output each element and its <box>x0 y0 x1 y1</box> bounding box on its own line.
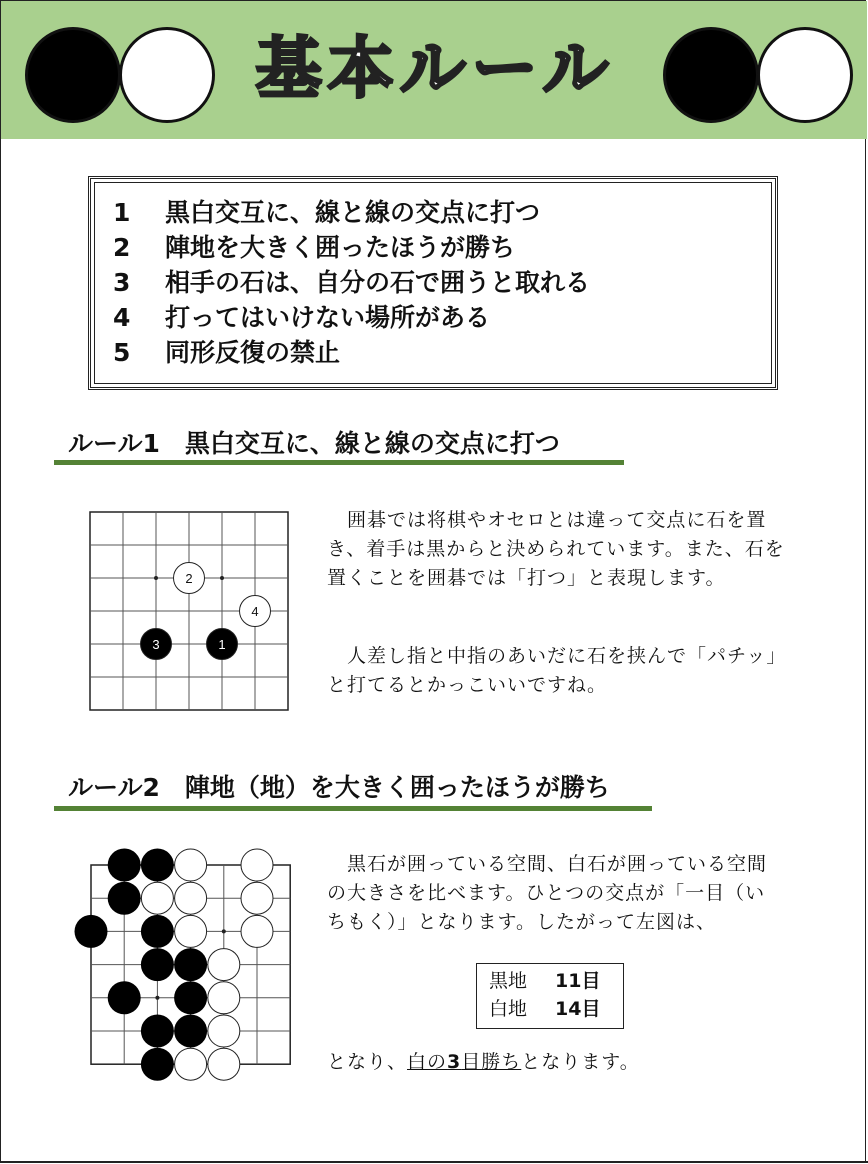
black-stone <box>141 849 174 882</box>
black-stone <box>174 981 207 1014</box>
white-stone <box>208 949 240 981</box>
white-stone <box>175 915 207 947</box>
star-point <box>220 576 224 580</box>
white-territory-row <box>489 995 623 1023</box>
white-stone <box>175 1048 207 1080</box>
section1-go-board <box>86 508 294 716</box>
rule-number: 3 <box>113 268 131 297</box>
black-stone <box>141 1015 174 1048</box>
black-stone <box>108 882 141 915</box>
section2-underline <box>54 806 652 811</box>
black-territory-row <box>489 967 623 995</box>
section2-paragraph: 黒石が囲っている空間、白石が囲っている空間の大きさを比べます。ひとつの交点が「一目（いちもく）」となります。したがって左図は、 <box>327 853 768 933</box>
white-stone <box>241 915 273 947</box>
white-stone <box>141 882 173 914</box>
result-prefix: となり、 <box>327 1051 408 1073</box>
page-title: 基本ルール <box>255 30 615 107</box>
result-margin-number: 3 <box>447 1051 462 1073</box>
bottom-border-line <box>0 1161 868 1163</box>
black-stone <box>141 915 174 948</box>
rule-number: 5 <box>113 338 131 367</box>
rule-number: 1 <box>113 198 131 227</box>
black-stone <box>141 1048 174 1081</box>
white-stone <box>241 849 273 881</box>
rule-item <box>113 195 775 230</box>
rule-item <box>113 300 775 335</box>
move-number-label: 1 <box>218 637 226 652</box>
move-number-label: 4 <box>251 604 259 619</box>
black-stone <box>108 981 141 1014</box>
white-stone <box>175 849 207 881</box>
black-territory-value: 11目 <box>555 970 601 992</box>
rule-number: 2 <box>113 233 131 262</box>
white-stone <box>208 1048 240 1080</box>
white-territory-value: 14目 <box>555 998 601 1020</box>
black-stone <box>141 948 174 981</box>
header-white-stone-right <box>757 27 853 123</box>
black-stone <box>174 1015 207 1048</box>
rule-number: 4 <box>113 303 131 332</box>
result-suffix: となります。 <box>521 1051 640 1073</box>
rule-item <box>113 230 775 265</box>
section2-heading: ルール2 陣地（地）を大きく囲ったほうが勝ち <box>68 773 610 802</box>
section1-paragraph-2: 人差し指と中指のあいだに石を挟んで「パチッ」と打てるとかっこいいですね。 <box>327 645 787 696</box>
black-stone <box>108 849 141 882</box>
black-territory-label: 黒地 <box>489 970 528 992</box>
section1-underline <box>54 460 624 465</box>
white-territory-label: 白地 <box>489 998 528 1020</box>
section1-heading: ルール1 黒白交互に、線と線の交点に打つ <box>68 429 560 458</box>
rule-item <box>113 265 775 300</box>
header-black-stone-left <box>25 27 121 123</box>
white-stone <box>208 982 240 1014</box>
star-point <box>222 929 226 933</box>
section2-go-board <box>70 846 298 1086</box>
section1-paragraph-1: 囲碁では将棋やオセロとは違って交点に石を置き、着手は黒からと決められています。また、石を置くことを囲碁では「打つ」と表現します。 <box>327 509 785 589</box>
rule-text: 打ってはいけない場所がある <box>165 303 491 332</box>
black-stone <box>174 948 207 981</box>
white-stone <box>208 1015 240 1047</box>
header-black-stone-right <box>663 27 759 123</box>
rules-summary-box <box>88 176 778 390</box>
move-number-label: 2 <box>185 571 193 586</box>
white-stone <box>175 882 207 914</box>
result-highlight-part1: 白の <box>407 1051 448 1073</box>
territory-count-box <box>476 963 624 1029</box>
star-point <box>155 996 159 1000</box>
white-stone <box>241 882 273 914</box>
black-stone <box>75 915 108 948</box>
move-number-label: 3 <box>152 637 160 652</box>
rule-text: 相手の石は、自分の石で囲うと取れる <box>165 268 591 297</box>
rule-item <box>113 335 775 370</box>
result-sentence <box>327 1048 640 1077</box>
star-point <box>154 576 158 580</box>
header-banner <box>1 1 867 139</box>
rule-text: 陣地を大きく囲ったほうが勝ち <box>165 233 516 262</box>
result-highlight <box>407 1051 521 1073</box>
result-highlight-part2: 目勝ち <box>461 1051 522 1073</box>
rule-text: 同形反復の禁止 <box>165 338 341 367</box>
rule-text: 黒白交互に、線と線の交点に打つ <box>165 198 541 227</box>
